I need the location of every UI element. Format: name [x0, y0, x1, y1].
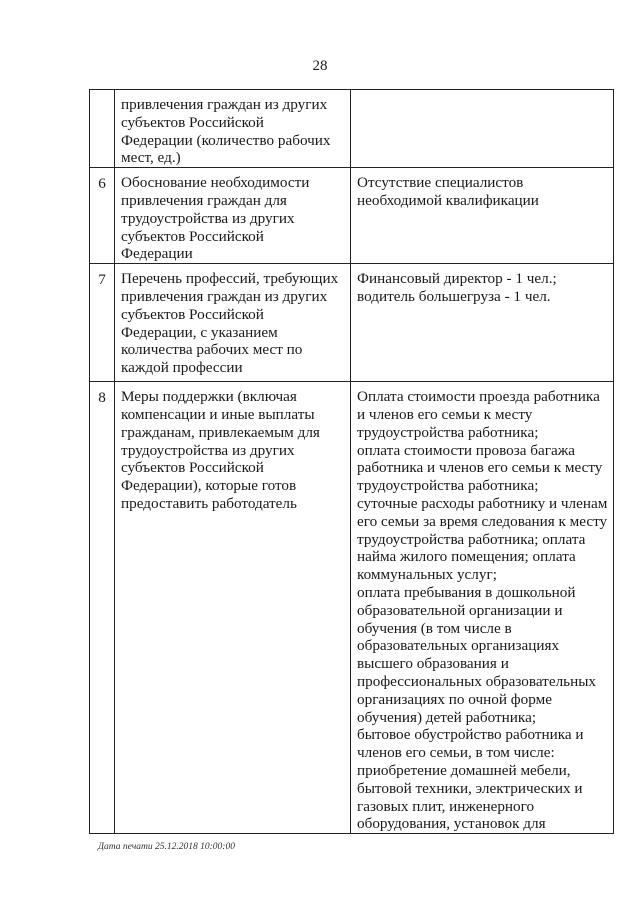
- row-value: [351, 382, 614, 834]
- row-number: [90, 90, 115, 168]
- row-value-text: Оплата стоимости проезда работника и членов его семьи к месту трудоустройства работника; оплата стоимости провоза багажа работника и членов его семьи к месту трудоустройства работника; суточные расходы работнику и членам его семьи за время следования к месту трудоустройства работника; оплата найма жилого помещения; оплата коммунальных услуг; оплата пребывания в дошкольной образовательной организации и обучения (в том числе в образовательных организациях высшего образования и профессиональных образовательных организациях по очной форме обучения) детей работника; бытовое обустройство работника и членов его семьи, в том числе: приобретение домашней мебели, бытовой техники, электрических и газовых плит, инженерного оборудования, установок для: [357, 388, 608, 833]
- table-row: [90, 382, 614, 834]
- row-parameter-text: Меры поддержки (включая компенсации и иные выплаты гражданам, привлекаемым для трудоустройства из других субъектов Российской Федерации), которые готов предоставить работодатель: [121, 388, 320, 512]
- row-number: 8: [90, 382, 115, 834]
- row-parameter: [115, 90, 351, 168]
- row-value: [351, 168, 614, 264]
- table-row: [90, 90, 614, 168]
- row-parameter: [115, 168, 351, 264]
- row-value-text: Отсутствие специалистов необходимой квалификации: [357, 174, 539, 209]
- row-number: 6: [90, 168, 115, 264]
- print-date: Дата печати 25.12.2018 10:00:00: [98, 842, 235, 852]
- row-parameter: [115, 264, 351, 382]
- row-parameter-text: привлечения граждан из других субъектов Российской Федерации (количество рабочих мест, ед.): [121, 96, 331, 167]
- page-number: 28: [312, 58, 328, 74]
- row-parameter: [115, 382, 351, 834]
- table-row: [90, 264, 614, 382]
- requirements-table: [89, 89, 614, 834]
- row-number: 7: [90, 264, 115, 382]
- row-parameter-text: Перечень профессий, требующих привлечения граждан из других субъектов Российской Федерации, с указанием количества рабочих мест по каждой профессии: [121, 270, 339, 377]
- row-value: [351, 264, 614, 382]
- row-value-text: Финансовый директор - 1 чел.; водитель большегруза - 1 чел.: [357, 270, 557, 305]
- row-parameter-text: Обоснование необходимости привлечения граждан для трудоустройства из других субъектов Российской Федерации: [121, 174, 310, 263]
- row-value: [351, 90, 614, 168]
- table-row: [90, 168, 614, 264]
